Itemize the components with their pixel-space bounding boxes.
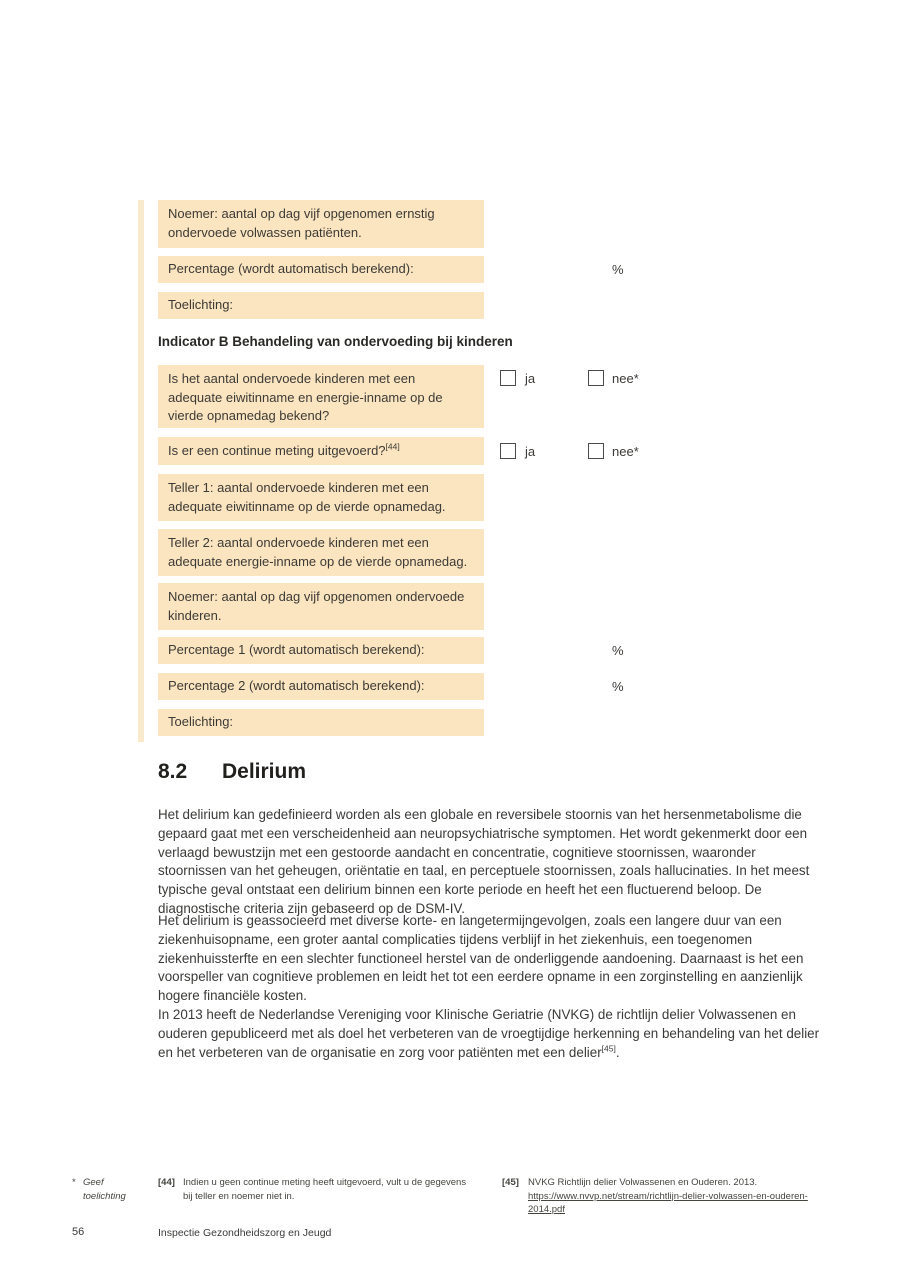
form-field-teller-2 xyxy=(158,529,484,576)
footnote-45-text: NVKG Richtlijn delier Volwassenen en Ouderen. 2013. https://www.nvvp.net/stream/richtlijn-delier-volwassen-en-ouderen-2014.pdf xyxy=(528,1177,808,1215)
checkbox-label-nee-1: nee* xyxy=(612,371,639,386)
section-title: Delirium xyxy=(222,760,307,783)
footnote-star-text: Geef toelichting xyxy=(83,1177,126,1202)
percent-sign: % xyxy=(612,679,624,694)
form-field-percentage xyxy=(158,256,484,283)
checkbox-nee-1[interactable] xyxy=(588,370,604,386)
form-field-percentage-1 xyxy=(158,637,484,664)
page-number: 56 xyxy=(72,1226,85,1238)
footer-publisher: Inspectie Gezondheidszorg en Jeugd xyxy=(158,1227,332,1239)
form-field-noemer-volwassenen xyxy=(158,200,484,248)
footnote-star-marker: * xyxy=(72,1177,76,1188)
footnote-ref-44: [44] xyxy=(385,441,400,452)
field-label: Percentage 1 (wordt automatisch berekend): xyxy=(168,642,425,658)
footnote-45-link[interactable]: https://www.nvvp.net/stream/richtlijn-delier-volwassen-en-ouderen-2014.pdf xyxy=(528,1190,808,1215)
field-label: Noemer: aantal op dag vijf opgenomen ernstig ondervoede volwassen patiënten. xyxy=(168,206,435,240)
indicator-b-subheading: Indicator B Behandeling van ondervoeding bij kinderen xyxy=(158,334,513,349)
field-label: Toelichting: xyxy=(168,714,234,730)
form-field-percentage-2 xyxy=(158,673,484,700)
checkbox-ja-1[interactable] xyxy=(500,370,516,386)
paragraph-nvkg-richtlijn: In 2013 heeft de Nederlandse Vereniging voor Klinische Geriatrie (NVKG) de richtlijn delier Volwassenen en ouderen gepubliceerd met als doel het verbeteren van de vroegtijdige herkenning en behandeling van het delier en het verbeteren van de organisatie en zorg voor patiënten met een delier[45]. xyxy=(158,1007,820,1060)
form-field-noemer-kinderen xyxy=(158,583,484,630)
field-label: Percentage 2 (wordt automatisch berekend): xyxy=(168,678,425,694)
footnote-45-label: [45] xyxy=(502,1177,519,1188)
field-label: Teller 1: aantal ondervoede kinderen met een adequate eiwitinname op de vierde opnamedag. xyxy=(168,480,446,514)
percent-sign: % xyxy=(612,643,624,658)
footnote-ref-45: [45] xyxy=(601,1043,616,1054)
footnote-44-label: [44] xyxy=(158,1177,175,1188)
form-accent-bar xyxy=(138,200,144,742)
section-number: 8.2 xyxy=(158,760,188,783)
field-label: Is er een continue meting uitgevoerd? xyxy=(168,442,386,458)
percent-sign: % xyxy=(612,262,624,277)
paragraph-delirium-definition: Het delirium kan gedefinieerd worden als een globale en reversibele stoornis van het hersenmetabolisme die gepaard gaat met een verscheidenheid aan neuropsychiatrische symptomen. Het wordt gekenmerkt door een verlaagd bewustzijn met een gestoorde aandacht en concentratie, cognitieve stoornissen, waaronder stoornissen van het geheugen, oriëntatie en taal, en perceptuele stoornissen, zoals hallucinaties. In het meest typische geval ontstaat een delirium binnen een korte periode en heeft het een fluctuerend beloop. De diagnostische criteria zijn gebaseerd op de DSM-IV. xyxy=(158,807,810,916)
footnote-44-text: Indien u geen continue meting heeft uitgevoerd, vult u de gegevens bij teller en noemer niet in. xyxy=(183,1177,467,1202)
checkbox-label-nee-2: nee* xyxy=(612,444,639,459)
form-field-teller-1 xyxy=(158,474,484,521)
form-field-toelichting-2 xyxy=(158,709,484,736)
field-label: Is het aantal ondervoede kinderen met een adequate eiwitinname en energie-inname op de vierde opnamedag bekend? xyxy=(168,371,443,423)
checkbox-ja-2[interactable] xyxy=(500,443,516,459)
field-label: Percentage (wordt automatisch berekend): xyxy=(168,261,414,277)
paragraph-delirium-gevolgen: Het delirium is geassocieerd met diverse korte- en langetermijngevolgen, zoals een langere duur van een ziekenhuisopname, een groter aantal complicaties tijdens verblijf in het ziekenhuis, een toegenomen ziekenhuissterfte en een slechter functioneel herstel van de onderliggende aandoening. Daarnaast is het een voorspeller van cognitieve problemen en leidt het tot een eerdere opname in een zorginstelling en aanzienlijk hogere financiële kosten. xyxy=(158,913,804,1004)
field-label: Teller 2: aantal ondervoede kinderen met een adequate energie-inname op de vierde opnamedag. xyxy=(168,535,468,569)
field-label: Noemer: aantal op dag vijf opgenomen ondervoede kinderen. xyxy=(168,589,465,623)
checkbox-nee-2[interactable] xyxy=(588,443,604,459)
form-field-toelichting-1 xyxy=(158,292,484,319)
field-label: Toelichting: xyxy=(168,297,234,313)
checkbox-label-ja-1: ja xyxy=(525,371,536,386)
form-field-vraag-eiwitinname xyxy=(158,365,484,428)
checkbox-label-ja-2: ja xyxy=(525,444,536,459)
form-field-vraag-continue-meting xyxy=(158,437,484,465)
